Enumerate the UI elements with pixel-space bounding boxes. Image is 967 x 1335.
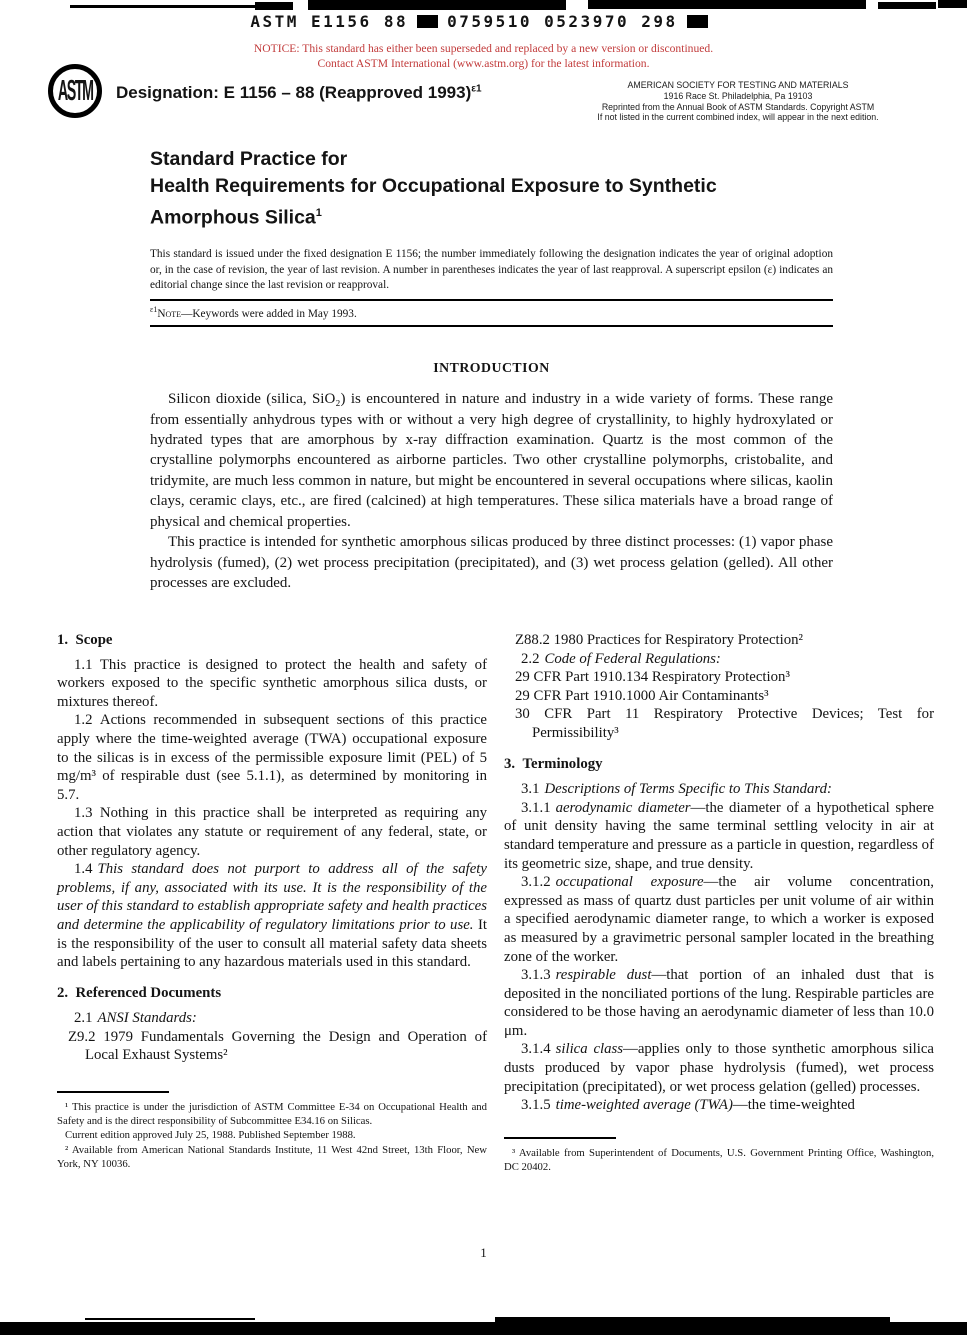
- title-line-1: Standard Practice for: [150, 148, 348, 170]
- barcode-square-icon: [687, 15, 708, 28]
- term-aerodynamic-diameter: [504, 799, 934, 873]
- ocr-document-code: 0759510 0523970 298: [447, 12, 678, 31]
- paragraph-3-1-number: 3.1: [521, 781, 540, 798]
- terms-descriptions-label: Descriptions of Terms Specific to This Standard:: [544, 781, 832, 798]
- notice-line-2: Contact ASTM International (www.astm.org) for the latest information.: [317, 57, 650, 70]
- scan-artifact-bar: [70, 5, 260, 8]
- document-title: [150, 146, 870, 232]
- publisher-index-note: If not listed in the current combined index, will appear in the next edition.: [597, 112, 879, 123]
- scan-artifact-bar: [0, 1322, 967, 1335]
- referenced-doc-z92: Z9.2 1979 Fundamentals Governing the Design and Operation of Local Exhaust Systems²: [68, 1028, 487, 1064]
- referenced-doc-z882: Z88.2 1980 Practices for Respiratory Protection²: [515, 632, 803, 648]
- term-definition: —that portion of an inhaled dust that is deposited in the nonciliated portions of the lung. Respirable particles are considered to be those having an aerodynamic diameter of less than 10.0 μm.: [504, 967, 934, 1039]
- scan-artifact-bar: [85, 1318, 255, 1320]
- referenced-doc-cfr-1910-134: 29 CFR Part 1910.134 Respiratory Protection³: [515, 669, 790, 686]
- page-number: 1: [480, 1245, 487, 1260]
- term-name: occupational exposure: [555, 874, 704, 891]
- scan-artifact-bar: [255, 2, 293, 10]
- term-definition: —applies only to those synthetic amorphous silica dusts produced by vapor phase hydrolysis (fumed), wet process precipitation (precipitated), or wet process gelation (gelled) processes.: [504, 1041, 934, 1095]
- paragraph-2-2-number: 2.2: [521, 650, 540, 667]
- section-2-heading: 2. Referenced Documents: [57, 984, 222, 1001]
- paragraph-2-1: [57, 1009, 487, 1028]
- designation-text: Designation: E 1156 – 88 (Reapproved 1993): [116, 83, 472, 102]
- introduction-paragraph-2: This practice is intended for synthetic amorphous silicas produced by three distinct processes: (1) vapor phase hydrolysis (fumed), (2) wet process precipitation (precipitated), and (3) wet process gelation (gelled). All other processes are excluded.: [150, 534, 833, 591]
- editorial-note-epsilon: ε1: [150, 304, 158, 314]
- publisher-name: AMERICAN SOCIETY FOR TESTING AND MATERIALS: [627, 80, 849, 90]
- paragraph-1-4-caveat: This standard does not purport to address all of the safety problems, if any, associated with its use. It is the responsibility of the user of this standard to establish appropriate safety and health practices and determine the applicability of regulatory limitations prior to use.: [57, 861, 487, 933]
- term-number: 3.1.5: [521, 1097, 551, 1114]
- title-footnote-ref: 1: [315, 207, 322, 219]
- referenced-doc-cfr-part-11: 30 CFR Part 11 Respiratory Protective Devices; Test for Permissibility³: [515, 706, 934, 741]
- astm-logo: [48, 64, 102, 118]
- term-number: 3.1.4: [521, 1041, 551, 1058]
- introduction-paragraph-1: Silicon dioxide (silica, SiO₂) is encountered in nature and industry in a wide variety of forms. These range from essentially anhydrous types with or without a very high degree of crystallinity, to highly hydroxylated or hydrated types that are amorphous by x-ray diffraction examination. Quartz is the most common of the crystalline polymorphs encountered as airborne particles. Two other crystalline polymorphs, cristobalite, and tridymite, are much less common in nature, but might be encountered in several occupations where silicas, kaolin clays, ceramic clays, etc., are fired (calcined) at high temperatures. These silica materials have a broad range of physical and chemical properties.: [150, 391, 833, 530]
- term-respirable-dust: [504, 966, 934, 1040]
- paragraph-3-1: [504, 780, 934, 799]
- referenced-doc-cfr-1910-1000: 29 CFR Part 1910.1000 Air Contaminants³: [515, 687, 769, 704]
- title-line-3: Amorphous Silica$^1$: [150, 206, 322, 229]
- term-definition: —the air volume concentration, expressed as mass of quartz dust particles per unit volume of air within a specified aerodynamic diameter range, to which a worker is exposed as measured by a gravimetric personal sampler located in the breathing zone of the worker.: [504, 874, 934, 965]
- term-name: time-weighted average (TWA): [555, 1097, 733, 1114]
- left-column: [57, 631, 487, 1174]
- designation-line: [116, 83, 482, 103]
- term-number: 3.1.1: [521, 799, 551, 816]
- left-footnote-block: [57, 1091, 487, 1171]
- editorial-note-text: —Keywords were added in May 1993.: [181, 307, 357, 320]
- introduction-heading: INTRODUCTION: [433, 360, 550, 376]
- term-time-weighted-average: [504, 1096, 934, 1115]
- publisher-block: [568, 80, 908, 123]
- publisher-reprint-note: Reprinted from the Annual Book of ASTM Standards. Copyright ASTM: [601, 101, 875, 112]
- footnote-rule: [504, 1137, 616, 1139]
- footnote-3: ³ Available from Superintendent of Documents, U.S. Government Printing Office, Washington, DC 20402.: [504, 1146, 934, 1174]
- barcode-square-icon: [417, 15, 438, 28]
- paragraph-2-2: [504, 650, 934, 669]
- editorial-note-label: Note: [157, 307, 182, 320]
- paragraph-2-1-number: 2.1: [74, 1010, 93, 1027]
- term-name: aerodynamic diameter: [555, 799, 691, 816]
- right-footnote-block: [504, 1137, 934, 1174]
- section-1-heading: 1. Scope: [57, 632, 113, 648]
- paragraph-1-1: 1.1 This practice is designed to protect the health and safety of workers exposed to the specific synthetic amorphous silica dusts, or mixtures thereof.: [57, 656, 487, 710]
- footnote-1: ¹ This practice is under the jurisdiction of ASTM Committee E-34 on Occupational Health and Safety and is the direct responsibility of Subcommittee E34.16 on Silicas.: [57, 1101, 487, 1128]
- ocr-header-line: [0, 12, 967, 31]
- term-definition: —the diameter of a hypothetical sphere of unit density having the same terminal settling velocity in air at standard temperature and pressure as a particle in question, regardless of its geometric size, shape, and true density.: [504, 799, 934, 872]
- paragraph-1-4-number: 1.4: [74, 861, 93, 878]
- paragraph-1-2: 1.2 Actions recommended in subsequent sections of this practice apply where the time-weighted average (TWA) occupational exposure to the silicas is in excess of the permissible exposure limit (PEL) of 5 mg/m³ of respirable dust (see 5.1.1), as determined by monitoring in 5.7.: [57, 712, 487, 803]
- term-occupational-exposure: [504, 873, 934, 966]
- term-name: respirable dust: [555, 967, 652, 984]
- footnote-2: ² Available from American National Standards Institute, 11 West 42nd Street, 13th Floor, New York, NY 10036.: [57, 1143, 487, 1170]
- main-block: [150, 247, 833, 593]
- editorial-note: [150, 299, 833, 328]
- section-3-heading: 3. Terminology: [504, 755, 603, 772]
- scan-artifact-bar: [588, 0, 866, 9]
- right-column: [504, 631, 934, 1174]
- term-number: 3.1.3: [521, 967, 551, 984]
- cfr-label: Code of Federal Regulations:: [544, 650, 721, 667]
- astm-logo-text: ASTM: [57, 74, 93, 108]
- paragraph-1-4-rest: It is the responsibility of the user to consult all material safety data sheets and labels pertaining to any hazardous materials used in this standard.: [57, 916, 487, 971]
- issuance-statement: This standard is issued under the fixed designation E 1156; the number immediately following the designation indicates the year of original adoption or, in the case of revision, the year of last revision. A number in parentheses indicates the year of last reapproval. A superscript epsilon (ε) indicates an editorial change since the last revision or reapproval.: [150, 248, 833, 291]
- paragraph-1-3: 1.3 Nothing in this practice shall be interpreted as requiring any action that violates any statute or requirement of any federal, state, or other regulatory agency.: [57, 805, 487, 859]
- designation-epsilon-superscript: ε1: [471, 83, 482, 95]
- scan-artifact-bar: [938, 0, 967, 8]
- title-line-2: Health Requirements for Occupational Exposure to Synthetic: [150, 175, 717, 197]
- scan-artifact-bar: [878, 2, 936, 9]
- notice-line-1: NOTICE: This standard has either been superseded and replaced by a new version or discontinued.: [253, 42, 714, 55]
- term-silica-class: [504, 1040, 934, 1096]
- term-definition: —the time-weighted: [732, 1097, 855, 1114]
- footnote-edition: Current edition approved July 25, 1988. Published September 1988.: [65, 1129, 356, 1142]
- term-number: 3.1.2: [521, 874, 551, 891]
- supersession-notice: [0, 41, 967, 71]
- footnote-rule: [57, 1091, 169, 1093]
- ocr-standard-number: ASTM E1156 88: [250, 12, 409, 31]
- term-name: silica class: [555, 1041, 624, 1058]
- paragraph-1-4: [57, 860, 487, 972]
- publisher-address: 1916 Race St. Philadelphia, Pa 19103: [663, 90, 813, 101]
- two-column-body: [57, 631, 934, 1174]
- scan-artifact-bar: [308, 0, 566, 10]
- ansi-standards-label: ANSI Standards:: [97, 1010, 197, 1027]
